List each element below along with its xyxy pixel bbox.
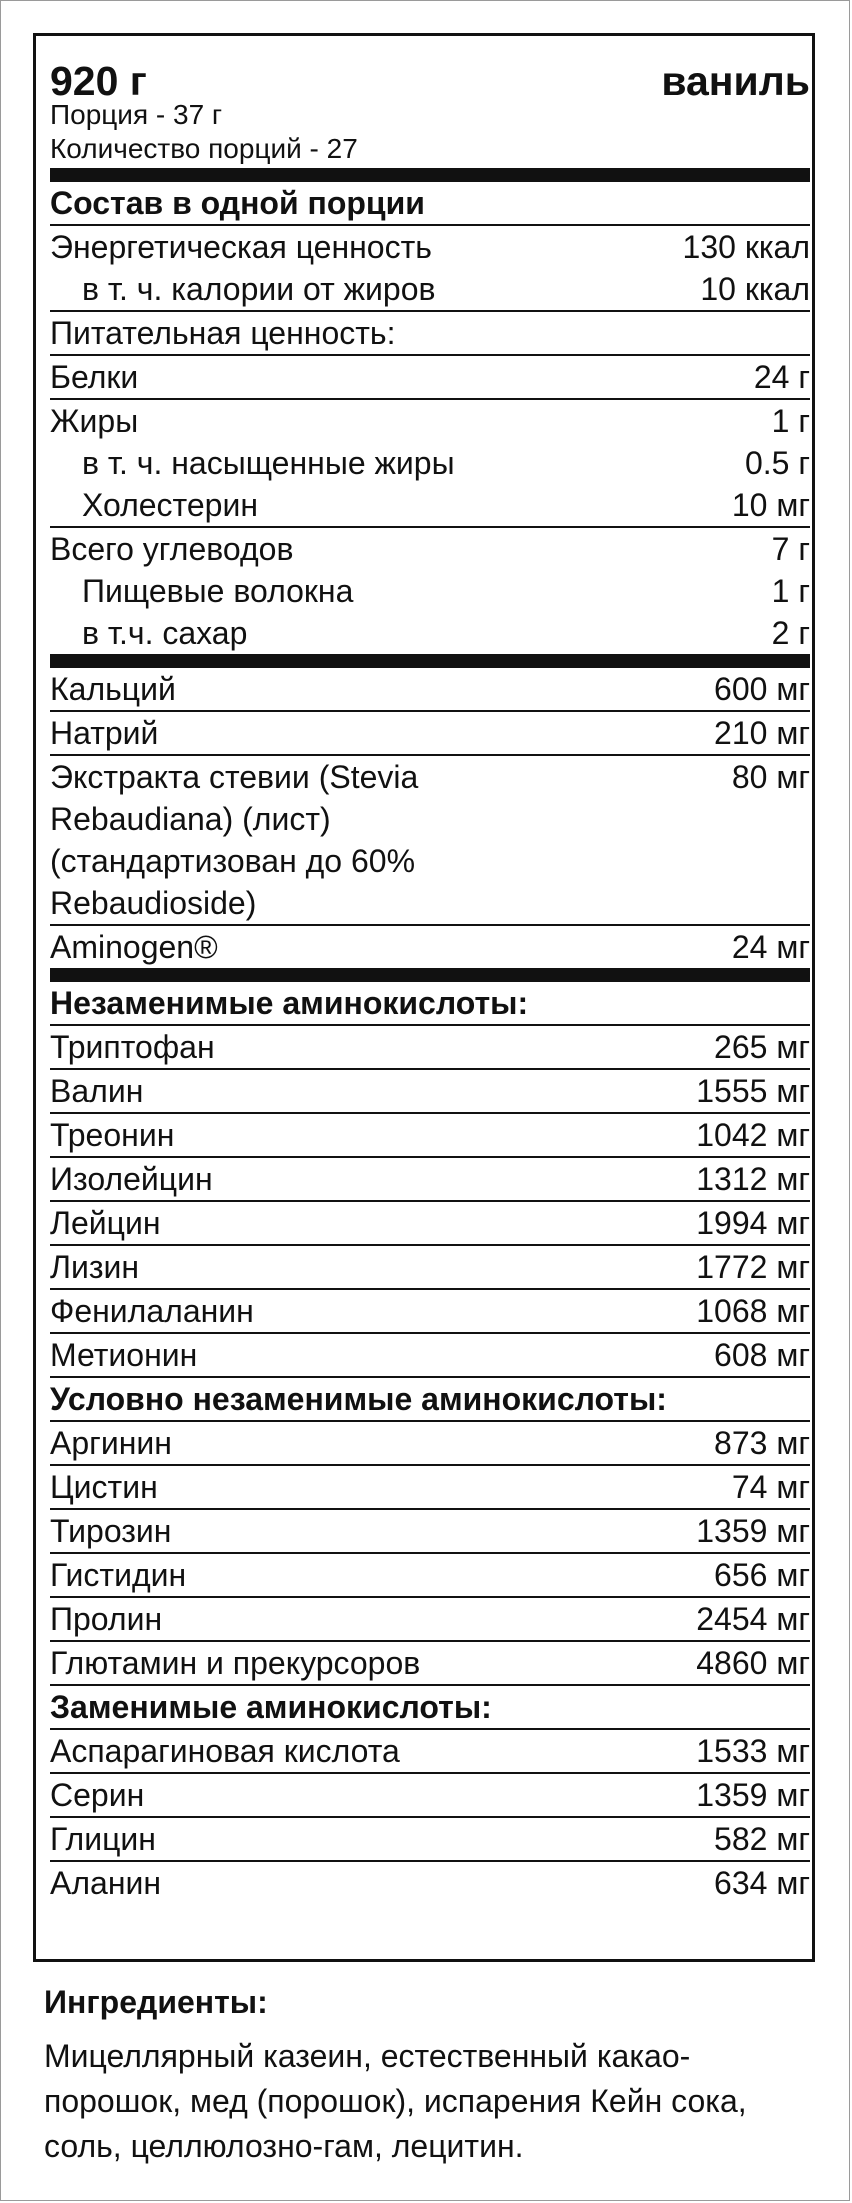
amino-row: Аланин 634 мг [50,1865,810,1901]
amino-row: Метионин 608 мг [50,1334,810,1378]
nonessential-title: Заменимые аминокислоты: [50,1686,810,1730]
amino-row: Серин 1359 мг [50,1774,810,1818]
amino-row: Тирозин 1359 мг [50,1510,810,1554]
nutrition-facts-label [33,33,815,1962]
amino-row: Цистин 74 мг [50,1466,810,1510]
amino-row: Пролин 2454 мг [50,1598,810,1642]
ingredients-title: Ингредиенты: [44,1984,268,2020]
stevia-row: Экстракта стевии (Stevia Rebaudiana) (лист) (стандартизован до 60% Rebaudioside) 80 мг [50,756,810,926]
amino-row: Глютамин и прекурсоров 4860 мг [50,1642,810,1686]
conditional-title: Условно незаменимые аминокислоты: [50,1378,810,1422]
fiber-row: Пищевые волокна 1 г [82,573,810,609]
amino-row: Лизин 1772 мг [50,1246,810,1290]
amino-row: Изолейцин 1312 мг [50,1158,810,1202]
amino-row: Треонин 1042 мг [50,1114,810,1158]
calcium-row: Кальций 600 мг [50,668,810,712]
essential-title: Незаменимые аминокислоты: [50,982,810,1026]
nonessential-amino-list [50,1730,810,1904]
amino-row: Триптофан 265 мг [50,1026,810,1070]
sugar-row: в т.ч. сахар 2 г [82,615,810,651]
serving-section-title: Состав в одной порции [50,182,810,226]
thick-divider [50,968,810,982]
thick-divider [50,168,810,182]
ingredients-text: Мицеллярный казеин, естественный какао-порошок, мед (порошок), испарения Кейн сока, соль, целлюлозно-гам, лецитин. [44,2038,747,2164]
thick-divider [50,654,810,668]
essential-amino-list [50,1026,810,1378]
ingredients-section [44,1968,824,2169]
cholesterol-row: Холестерин 10 мг [50,484,810,528]
flavor: ваниль [661,58,810,104]
sodium-row: Натрий 210 мг [50,712,810,756]
amino-row: Аргинин 873 мг [50,1422,810,1466]
amino-row: Аспарагиновая кислота 1533 мг [50,1730,810,1774]
amino-row: Гистидин 656 мг [50,1554,810,1598]
nutritional-value-title: Питательная ценность: [50,312,810,356]
servings-count: Количество порций - 27 [50,133,358,164]
protein-row: Белки 24 г [50,356,810,400]
amino-row: Лейцин 1994 мг [50,1202,810,1246]
fat-calories-row: в т. ч. калории от жиров 10 ккал [50,268,810,312]
package-weight: 920 г [50,58,147,104]
conditional-amino-list [50,1422,810,1686]
amino-row: Валин 1555 мг [50,1070,810,1114]
energy-row: Энергетическая ценность 130 ккал [50,229,810,265]
carbs-row: Всего углеводов 7 г [50,531,810,567]
amino-row: Глицин 582 мг [50,1818,810,1862]
saturated-fat-row: в т. ч. насыщенные жиры 0.5 г [82,445,810,481]
fat-row: Жиры 1 г [50,403,810,439]
serving-size: Порция - 37 г [50,99,223,130]
amino-row: Фенилаланин 1068 мг [50,1290,810,1334]
aminogen-row: Aminogen® 24 мг [50,929,810,965]
